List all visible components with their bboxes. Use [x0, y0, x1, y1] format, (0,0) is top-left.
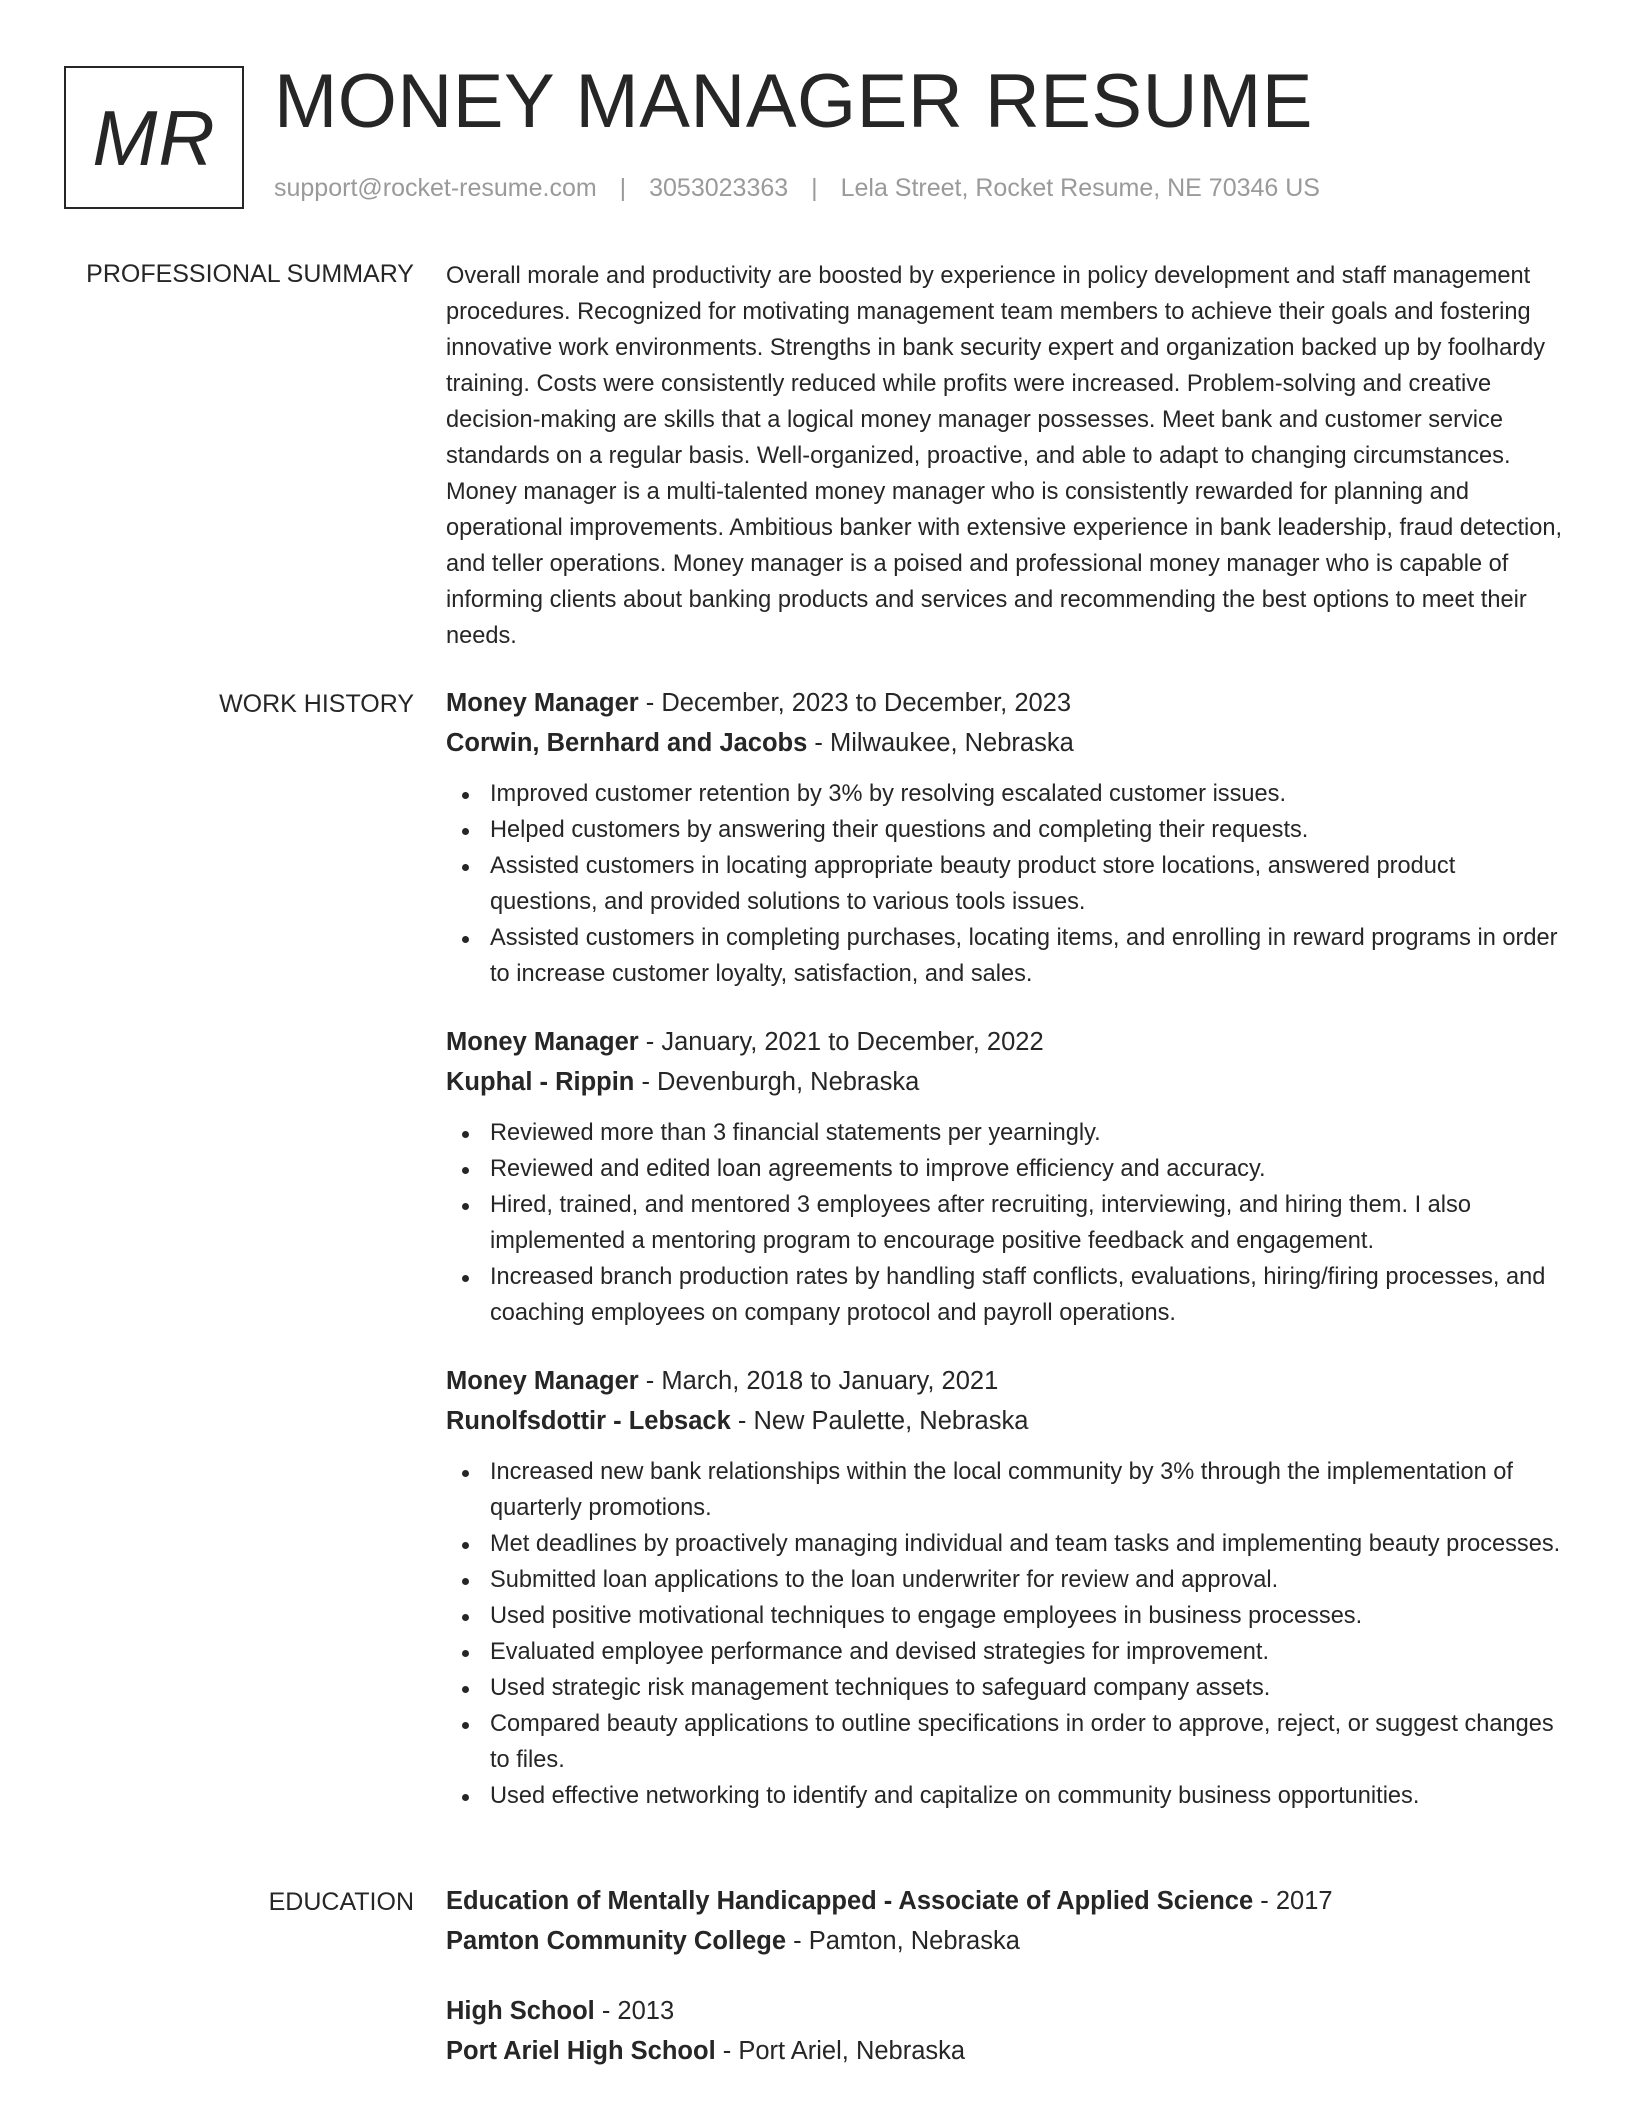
job-bullets — [446, 1115, 1564, 1331]
job-bullet: Compared beauty applications to outline specifications in order to approve, reject, or suggest changes to files. — [446, 1706, 1564, 1778]
contact-email[interactable]: support@rocket-resume.com — [274, 174, 597, 202]
job-bullet: Submitted loan applications to the loan underwriter for review and approval. — [446, 1562, 1564, 1598]
work-history-body — [446, 683, 1564, 1844]
education-school: Pamton Community College — [446, 1927, 787, 1955]
job-entry — [446, 683, 1564, 992]
job-bullet: Met deadlines by proactively managing individual and team tasks and implementing beauty processes. — [446, 1526, 1564, 1562]
education-heading: EDUCATION — [268, 1888, 414, 1916]
job-title-line — [446, 1022, 1564, 1062]
summary-heading: PROFESSIONAL SUMMARY — [86, 260, 414, 288]
job-dates: - March, 2018 to January, 2021 — [638, 1367, 999, 1395]
job-title-line — [446, 683, 1564, 723]
contact-address: Lela Street, Rocket Resume, NE 70346 US — [840, 174, 1320, 202]
job-bullet: Increased branch production rates by handling staff conflicts, evaluations, hiring/firing processes, and coaching employees on company protocol and payroll operations. — [446, 1259, 1564, 1331]
education-location: - Port Ariel, Nebraska — [715, 2037, 966, 2065]
education-location: - Pamton, Nebraska — [786, 1927, 1020, 1955]
job-company-line — [446, 723, 1564, 763]
job-company: Kuphal - Rippin — [446, 1068, 635, 1096]
resume-title: MONEY MANAGER RESUME — [274, 59, 1313, 144]
job-bullet: Used effective networking to identify and capitalize on community business opportunities. — [446, 1778, 1564, 1814]
education-entry — [446, 1991, 1564, 2071]
job-bullet: Hired, trained, and mentored 3 employees after recruiting, interviewing, and hiring them. I also implemented a mentoring program to encourage positive feedback and engagement. — [446, 1187, 1564, 1259]
work-history-heading: WORK HISTORY — [219, 690, 414, 718]
job-bullets — [446, 776, 1564, 992]
job-bullet: Reviewed more than 3 financial statements per yearningly. — [446, 1115, 1564, 1151]
job-location: - Devenburgh, Nebraska — [634, 1068, 920, 1096]
contact-separator: | — [811, 174, 818, 202]
job-title-line — [446, 1361, 1564, 1401]
job-bullet: Assisted customers in completing purchases, locating items, and enrolling in reward programs in order to increase customer loyalty, satisfaction, and sales. — [446, 920, 1564, 992]
job-bullet: Assisted customers in locating appropriate beauty product store locations, answered product questions, and provided solutions to various tools issues. — [446, 848, 1564, 920]
job-company: Runolfsdottir - Lebsack — [446, 1407, 731, 1435]
summary-text: Overall morale and productivity are boosted by experience in policy development and staff management procedures. Recognized for motivating management team members to achieve their goals and fostering innovative work environments. Strengths in bank security expert and organization backed up by foolhardy training. Costs were consistently reduced while profits were increased. Problem-solving and creative decision-making are skills that a logical money manager possesses. Meet bank and customer service standards on a regular basis. Well-organized, proactive, and able to adapt to changing circumstances. Money manager is a multi-talented money manager who is consistently rewarded for planning and operational improvements. Ambitious banker with extensive experience in bank leadership, fraud detection, and teller operations. Money manager is a poised and professional money manager who is capable of informing clients about banking products and services and recommending the best options to meet their needs. — [446, 263, 1563, 649]
education-degree: High School — [446, 1997, 595, 2025]
job-bullet: Evaluated employee performance and devised strategies for improvement. — [446, 1634, 1564, 1670]
job-location: - Milwaukee, Nebraska — [807, 729, 1074, 757]
job-dates: - January, 2021 to December, 2022 — [638, 1028, 1044, 1056]
job-bullets — [446, 1454, 1564, 1814]
education-school-line — [446, 1921, 1564, 1961]
monogram-text: MR — [92, 93, 216, 182]
contact-separator: | — [619, 174, 627, 202]
job-title: Money Manager — [446, 689, 639, 717]
job-bullet: Reviewed and edited loan agreements to improve efficiency and accuracy. — [446, 1151, 1564, 1187]
job-bullet: Used strategic risk management techniques to safeguard company assets. — [446, 1670, 1564, 1706]
job-company-line — [446, 1401, 1564, 1441]
job-entry — [446, 1361, 1564, 1814]
job-bullet: Improved customer retention by 3% by resolving escalated customer issues. — [446, 776, 1564, 812]
job-dates: - December, 2023 to December, 2023 — [638, 689, 1072, 717]
job-location: - New Paulette, Nebraska — [730, 1407, 1029, 1435]
monogram-box — [64, 66, 244, 209]
job-title: Money Manager — [446, 1367, 639, 1395]
education-school-line — [446, 2031, 1564, 2071]
summary-body — [446, 258, 1564, 654]
education-entry — [446, 1881, 1564, 1961]
education-degree-line — [446, 1881, 1564, 1921]
education-year: - 2013 — [594, 1997, 675, 2025]
education-degree: Education of Mentally Handicapped - Associate of Applied Science — [446, 1887, 1254, 1915]
contact-line — [274, 174, 1320, 203]
education-school: Port Ariel High School — [446, 2037, 716, 2065]
education-year: - 2017 — [1253, 1887, 1333, 1915]
education-degree-line — [446, 1991, 1564, 2031]
job-company-line — [446, 1062, 1564, 1102]
job-title: Money Manager — [446, 1028, 639, 1056]
job-company: Corwin, Bernhard and Jacobs — [446, 729, 808, 757]
education-body — [446, 1881, 1564, 2101]
contact-phone[interactable]: 3053023363 — [649, 174, 789, 202]
job-bullet: Helped customers by answering their questions and completing their requests. — [446, 812, 1564, 848]
job-entry — [446, 1022, 1564, 1331]
job-bullet: Used positive motivational techniques to engage employees in business processes. — [446, 1598, 1564, 1634]
job-bullet: Increased new bank relationships within the local community by 3% through the implementation of quarterly promotions. — [446, 1454, 1564, 1526]
